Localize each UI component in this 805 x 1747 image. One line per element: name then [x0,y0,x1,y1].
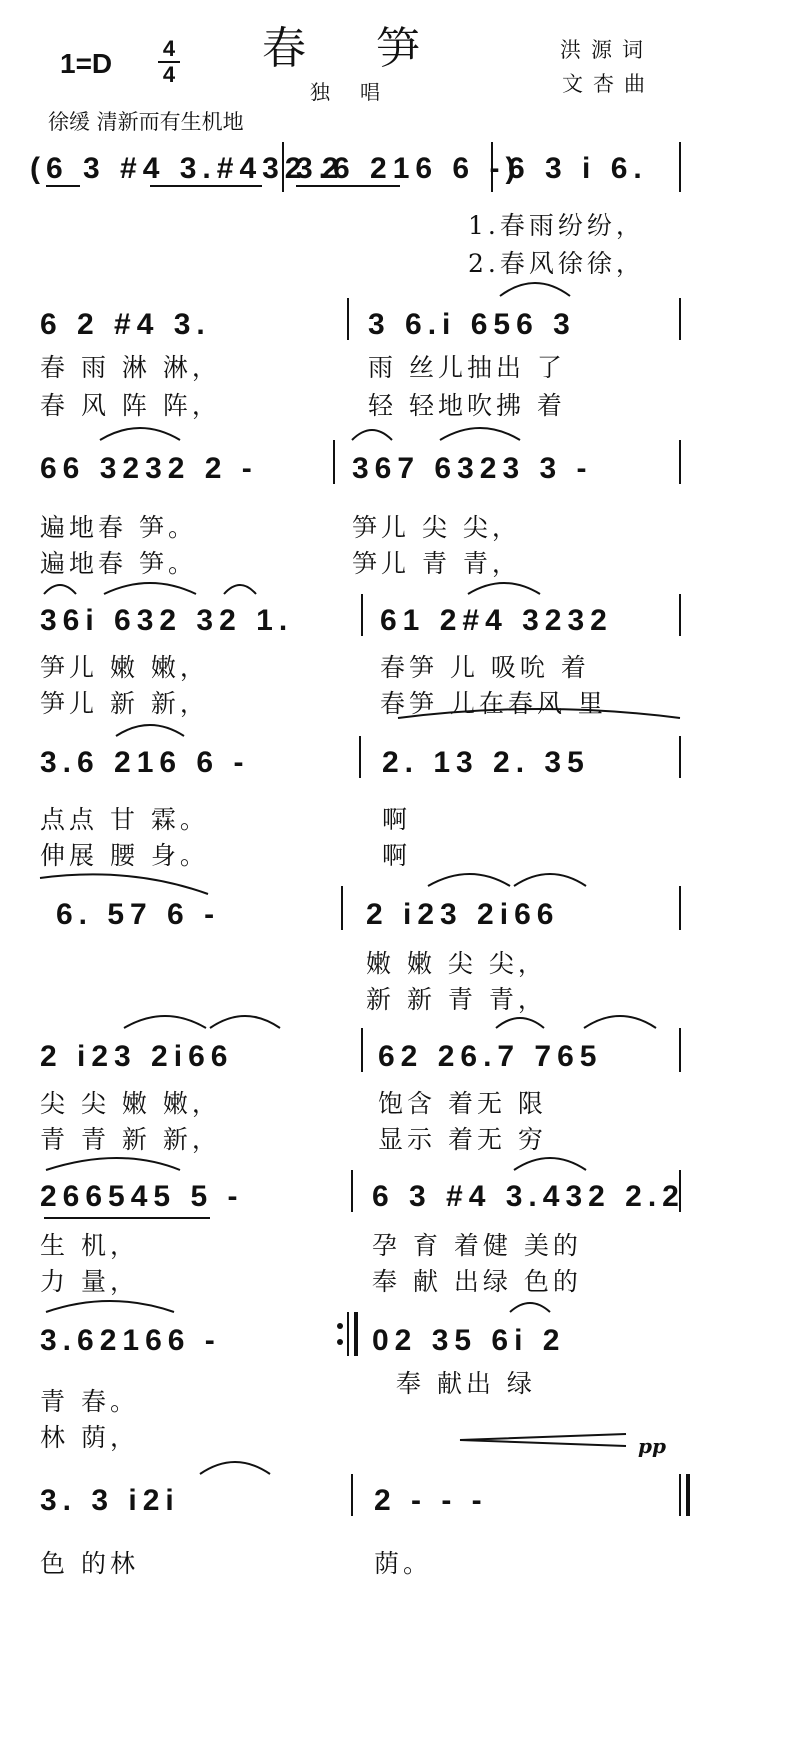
lyric-s9-v1-m2: 奉 献出 绿 [396,1369,536,1398]
dynamics-pp: pp [638,1434,666,1458]
slur [40,874,208,894]
notes-s2-m1: 6 2 #4 3. [40,308,211,341]
notes-s6-m2: 2 i23 2i66 [366,898,560,931]
slur [100,428,180,440]
time-signature-bottom: 4 [162,62,176,87]
notes-s5-m1: 3.6 216 6 - [40,746,250,779]
slur [440,428,520,440]
notes-s3-m2: 367 6323 3 - [352,452,593,485]
repeat-dot [337,1339,343,1345]
notes-s8-m2: 6 3 #4 3.432 2.2 [372,1180,685,1213]
lyric-s4-v1-m1: 笋儿 嫩 嫩， [40,653,209,682]
notes-s4-m1: 36i 632 32 1. [40,604,294,637]
lyric-s8-v1-m1: 生 机， [40,1231,139,1260]
slur [210,1016,280,1028]
lyric-s7-v2-m2: 显示 着无 穷 [378,1125,547,1154]
performance-type: 独唱 [310,80,410,104]
lyric-s6-v1-m2: 嫩 嫩 尖 尖， [366,949,547,978]
lyric-s3-v2-m1: 遍地春 笋。 [40,549,197,578]
lyric-s2-v2-m1: 春 风 阵 阵， [40,391,221,420]
lyric-s8-v2-m2: 奉 献 出绿 色的 [372,1267,582,1296]
lyric-s1-v2-m3: 2.春风徐徐， [468,249,645,278]
song-title: 春笋 [262,23,490,74]
notes-s10-m2: 2 - - - [374,1484,488,1517]
lyric-s10-v1-m2: 荫。 [374,1549,433,1578]
lyric-s8-v1-m2: 孕 育 着健 美的 [372,1231,582,1260]
slur [514,1158,586,1170]
slur [510,1303,550,1312]
lyric-s2-v1-m1: 春 雨 淋 淋， [40,353,221,382]
lyric-s5-v2-m1: 伸展 腰 身。 [40,841,209,870]
slur [428,874,510,886]
lyric-s4-v1-m2: 春笋 儿 吸吮 着 [380,653,590,682]
slur [124,1016,206,1028]
composer-credit: 文杏曲 [562,72,655,96]
notes-s1-m2: 3.6 216 6 -) [296,152,522,185]
notes-s1-m1: (6 3 #4 3.#432 2 [30,152,345,185]
lyric-s9-v1-m1: 青 春。 [40,1387,139,1416]
lyric-s10-v1-m1: 色 的林 [40,1549,139,1578]
slur [46,1301,174,1312]
lyric-s1-v1-m3: 1.春雨纷纷， [468,211,645,240]
notes-s6-m1: 6. 57 6 - [56,898,221,931]
tempo-marking: 徐缓 清新而有生机地 [48,110,244,134]
lyric-s3-v2-m2: 笋儿 青 青， [352,549,521,578]
lyric-s2-v1-m2: 雨 丝儿抽出 了 [368,353,566,382]
notes-s9-m1: 3.62166 - [40,1324,221,1357]
slur [116,725,184,736]
slur [584,1016,656,1028]
lyric-s2-v2-m2: 轻 轻地吹拂 着 [368,391,566,420]
lyric-s7-v2-m1: 青 青 新 新， [40,1125,221,1154]
notes-s7-m1: 2 i23 2i66 [40,1040,234,1073]
notes-s7-m2: 62 26.7 765 [378,1040,603,1073]
notes-s8-m1: 266545 5 - [40,1180,244,1213]
lyric-s7-v1-m1: 尖 尖 嫩 嫩， [40,1089,221,1118]
slur [496,1018,544,1028]
lyric-s4-v2-m1: 笋儿 新 新， [40,689,209,718]
decrescendo-wedge [460,1434,626,1446]
notes-s5-m2: 2. 13 2. 35 [382,746,590,779]
notes-s1-m3: 6 3 i 6. [508,152,648,185]
repeat-dot [337,1323,343,1329]
slur [104,583,196,594]
lyric-s5-v1-m2: 啊 [382,805,412,834]
lyricist-credit: 洪源词 [560,38,653,62]
slur [352,430,392,440]
slur [398,709,680,718]
notes-s3-m1: 66 3232 2 - [40,452,258,485]
lyric-s8-v2-m1: 力 量， [40,1267,139,1296]
lyric-s3-v1-m1: 遍地春 笋。 [40,513,197,542]
lyric-s4-v2-m2: 春笋 儿在春风 里 [380,689,607,718]
notes-s10-m1: 3. 3 i2i [40,1484,180,1517]
slur [224,585,256,594]
slur [514,874,586,886]
slur [200,1462,270,1474]
lyric-s5-v1-m1: 点点 甘 霖。 [40,805,209,834]
slur [46,1158,180,1170]
time-signature-top: 4 [162,36,176,61]
key-signature: 1=D [60,48,113,79]
slur [44,585,76,594]
lyric-s9-v2-m1: 林 荫， [40,1423,139,1452]
slur [500,283,570,296]
lyric-s7-v1-m2: 饱含 着无 限 [378,1089,547,1118]
slur [468,583,540,594]
notes-s4-m2: 61 2#4 3232 [380,604,613,637]
notes-s2-m2: 3 6.i 656 3 [368,308,576,341]
notes-s9-m2: 02 35 6i 2 [372,1324,566,1357]
lyric-s3-v1-m2: 笋儿 尖 尖， [352,513,521,542]
lyric-s5-v2-m2: 啊 [382,841,412,870]
lyric-s6-v2-m2: 新 新 青 青， [366,985,547,1014]
